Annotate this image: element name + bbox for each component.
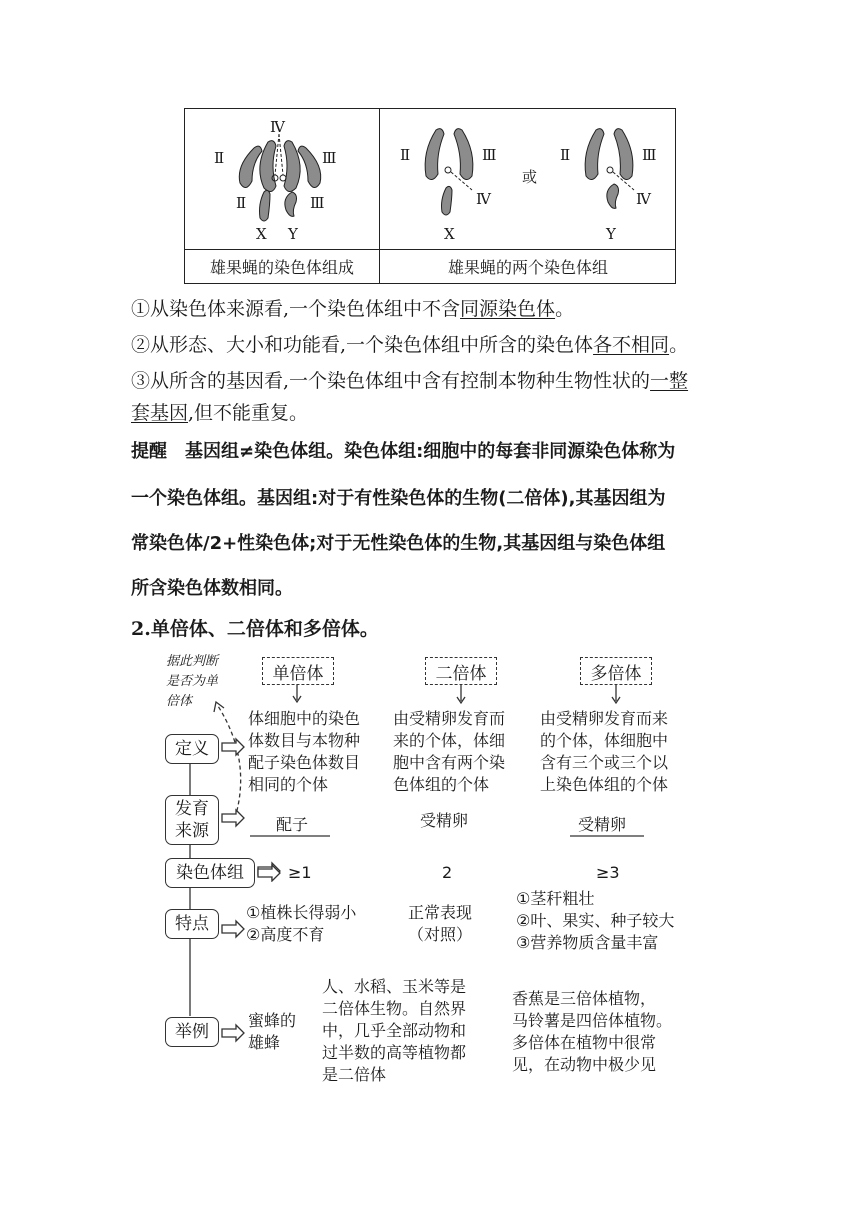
chromosome-III-rx <box>454 129 473 180</box>
head-polyploid: 多倍体 <box>580 657 652 685</box>
label-Y-ry: Y <box>606 225 616 243</box>
row-label-origin: 发育 来源 <box>165 795 219 845</box>
origin-diploid: 受精卵 <box>420 811 469 830</box>
reminder-line-1: 提醒 基因组≠染色体组。染色体组:细胞中的每套非同源染色体称为 <box>131 441 676 462</box>
label-IV-ry: Ⅳ <box>636 190 651 208</box>
features-haploid: ①植株长得弱小 ②高度不育 <box>246 903 357 944</box>
label-Y-left: Y <box>288 225 298 243</box>
examples-haploid: 蜜蜂的 雄蜂 <box>248 1011 297 1052</box>
definition-polyploid: 由受精卵发育而来 的个体，体细胞中 含有三个或三个以 上染色体组的个体 <box>540 709 669 794</box>
label-X-left: X <box>256 225 267 243</box>
label-II-rx: Ⅱ <box>400 146 411 164</box>
chromosome-III-right-lower <box>284 141 300 192</box>
row-label-definition: 定义 <box>165 734 219 764</box>
head-diploid: 二倍体 <box>425 657 497 685</box>
caption-left: 雄果蝇的染色体组成 <box>209 258 354 277</box>
head-arrows <box>400 685 700 707</box>
definition-haploid: 体细胞中的染色 体数目与本物种 配子染色体数目 相同的个体 <box>248 709 361 794</box>
sets-polyploid: ≥3 <box>596 863 620 882</box>
examples-polyploid: 香蕉是三倍体植物， 马铃薯是四倍体植物。 多倍体在植物中很常 见，在动物中极少见 <box>512 989 673 1074</box>
row-label-examples: 举例 <box>165 1017 219 1047</box>
sets-haploid: ≥1 <box>288 863 312 882</box>
label-X-rx: X <box>444 225 455 243</box>
reminder-line-2: 一个染色体组。基因组:对于有性染色体的生物(二倍体),其基因组为 <box>131 488 666 509</box>
caption-right: 雄果蝇的两个染色体组 <box>447 258 608 277</box>
definition-diploid: 由受精卵发育而 来的个体，体细 胞中含有两个染 色体组的个体 <box>393 709 506 794</box>
label-III-rx: Ⅲ <box>482 146 497 164</box>
head-haploid: 单倍体 <box>262 657 334 685</box>
label-II-left: Ⅱ <box>214 149 225 167</box>
label-II-left-2: Ⅱ <box>236 194 247 212</box>
chromosome-Y <box>285 192 297 216</box>
label-III-ry: Ⅲ <box>642 146 657 164</box>
point-1: ①从染色体来源看,一个染色体组中不含同源染色体。 <box>131 298 575 320</box>
chromosome-II-rx <box>425 129 444 180</box>
sets-arrow <box>256 864 286 882</box>
examples-diploid: 人、水稻、玉米等是 二倍体生物。自然界 中，几乎全部动物和 过半数的高等植物都 是二倍体 <box>322 977 467 1084</box>
label-IV-left: Ⅳ <box>270 118 285 136</box>
chromosome-X-right <box>442 186 453 215</box>
chromosome-IV-dot-ry <box>607 167 613 173</box>
chromosome-II-left-lower <box>260 141 276 192</box>
reminder-line-3: 常染色体/2+性染色体;对于无性染色体的生物,其基因组与染色体组 <box>131 533 666 554</box>
chromosome-II-left-upper <box>239 146 262 187</box>
label-III-left-2: Ⅲ <box>310 194 325 212</box>
label-IV-rx: Ⅳ <box>476 190 491 208</box>
label-III-left: Ⅲ <box>322 149 337 167</box>
section-title: 2.单倍体、二倍体和多倍体。 <box>131 618 379 640</box>
chromosome-diagram <box>184 108 676 250</box>
chromosome-II-ry <box>585 129 604 180</box>
origin-polyploid: 受精卵 <box>578 815 627 834</box>
chromosome-Y-right <box>607 184 619 208</box>
origin-haploid: 配子 <box>276 815 309 834</box>
chromosome-III-right-upper <box>298 146 321 187</box>
note-text: 据此判断 是否为单 倍体 <box>166 654 219 709</box>
features-polyploid: ①茎秆粗壮 ②叶、果实、种子较大 ③营养物质含量丰富 <box>516 889 675 952</box>
sets-diploid: 2 <box>442 863 453 882</box>
row-label-features: 特点 <box>165 909 219 939</box>
chromosome-X <box>260 190 271 221</box>
reminder-line-4: 所含染色体数相同。 <box>131 578 293 599</box>
label-II-ry: Ⅱ <box>560 146 571 164</box>
point-2: ②从形态、大小和功能看,一个染色体组中所含的染色体各不相同。 <box>131 334 689 356</box>
features-diploid: 正常表现 （对照） <box>408 903 473 944</box>
chromosome-III-ry <box>614 129 633 180</box>
point-3: ③从所含的基因看,一个染色体组中含有控制本物种生物性状的一整 <box>131 370 689 392</box>
chromosome-IV-dot-rx <box>445 167 451 173</box>
row-label-sets: 染色体组 <box>165 858 255 888</box>
label-or: 或 <box>522 168 538 186</box>
chromosome-IV-dot-right <box>280 175 286 181</box>
point-3-cont: 套基因,但不能重复。 <box>131 402 309 424</box>
